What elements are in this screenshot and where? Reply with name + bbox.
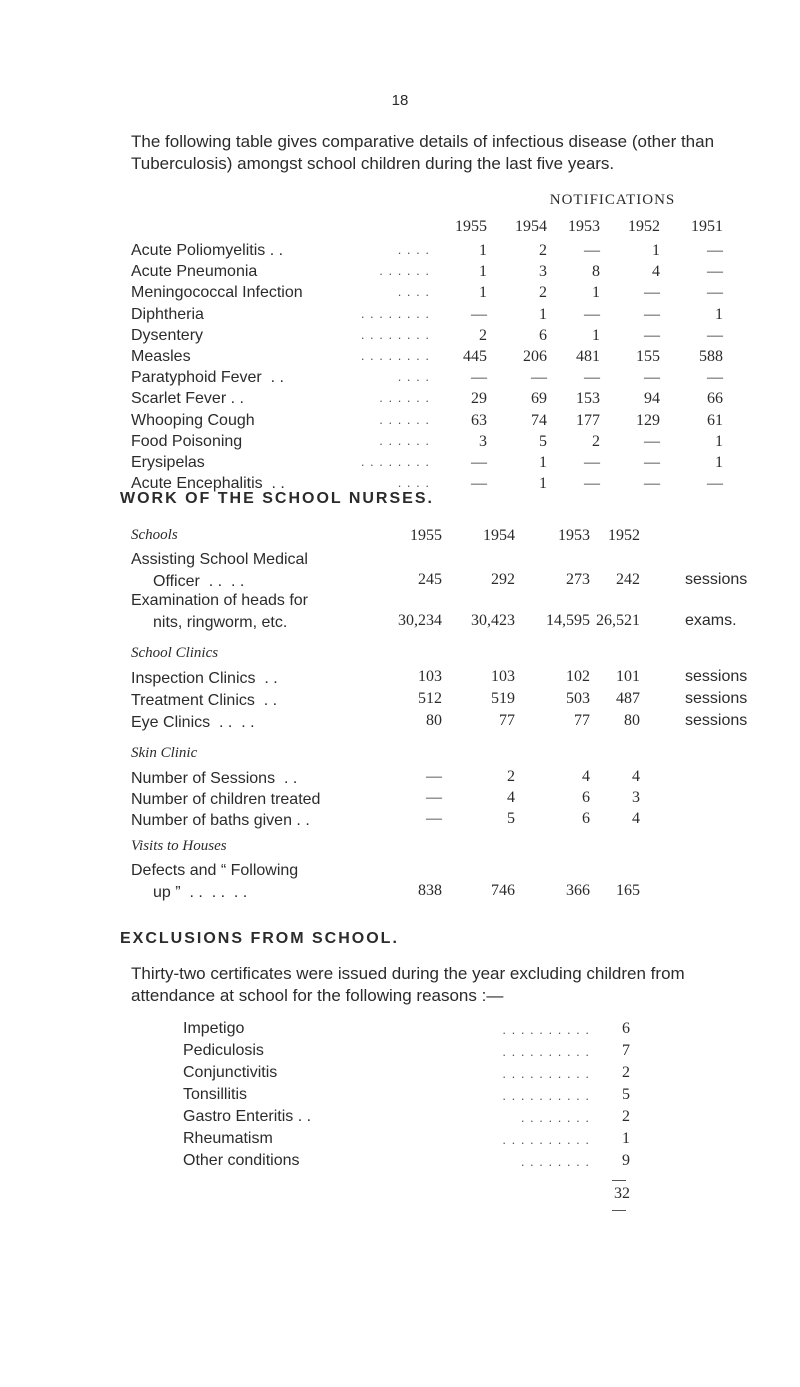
exclusion-count: 6 [622,1020,630,1037]
table-row [0,369,800,391]
nurse-stat-value: 6 [582,810,590,827]
nurse-stat-value: 14,595 [546,612,590,629]
notification-count: 1 [592,284,600,302]
notification-count: — [707,263,723,281]
list-item [0,1020,800,1042]
row-label: Number of Sessions . . [131,770,298,787]
disease-name: Meningococcal Infection [131,284,303,302]
row-label: Eye Clinics . . . . [131,714,255,731]
notification-count: — [471,454,487,471]
exclusion-count: 7 [622,1042,630,1059]
notification-count: 2 [539,284,547,302]
page-number: 18 [391,92,409,109]
notification-count: — [644,305,660,323]
disease-name: Acute Pneumonia [131,263,258,281]
list-item [0,1108,800,1130]
nurse-stat-value: 80 [426,712,442,729]
notification-count: 8 [592,263,600,281]
leader-dots: . . . . . . [379,390,430,406]
row-label: nits, ringworm, etc. [153,614,288,631]
notification-count: 74 [531,411,547,429]
nurse-stat-value: 26,521 [596,612,640,629]
nurse-stat-value: 366 [566,882,590,899]
nurse-stat-value: 2 [507,768,515,785]
leader-dots: . . . . . . . . [360,305,430,321]
exclusion-count: 2 [622,1064,630,1081]
nurse-stat-value: 4 [632,810,640,827]
leader-dots: . . . . . . . . [360,454,430,469]
notification-count: — [644,432,660,450]
notification-count: 2 [592,432,600,450]
list-item [0,1086,800,1108]
nurse-stat-value: 103 [418,668,442,685]
notification-count: — [707,284,723,302]
nurse-stat-value: 273 [566,571,590,588]
nurse-stat-value: 242 [616,571,640,588]
exclusions-paragraph: Thirty-two certificates were issued during the year excluding children from attendance at school for the following reasons :— [131,964,685,1005]
nurse-stat-value: 4 [582,768,590,785]
notification-count: 1 [539,475,547,493]
disease-name: Whooping Cough [131,411,255,429]
table-row [0,284,800,306]
leader-dots: . . . . . . . . . . [502,1132,590,1147]
row-label: Treatment Clinics . . [131,692,278,709]
disease-name: Diphtheria [131,305,204,323]
notification-count: 588 [699,348,723,365]
exclusion-count: 9 [622,1152,630,1169]
notification-count: 155 [636,348,660,365]
notification-count: 1 [715,432,723,450]
notification-count: 61 [707,411,723,429]
leader-dots: . . . . . . . . . . [502,1088,590,1103]
notification-count: — [707,242,723,259]
nurse-stat-value: 77 [499,712,515,729]
leader-dots: . . . . . . . . . . [502,1022,590,1037]
notification-count: — [471,475,487,493]
notification-count: 94 [644,390,660,408]
exclusions-heading: EXCLUSIONS FROM SCHOOL. [120,930,399,947]
disease-name: Scarlet Fever . . [131,390,244,408]
disease-name: Dysentery [131,326,204,344]
exclusion-reason: Gastro Enteritis . . [183,1108,312,1125]
school-clinics-heading: School Clinics [131,645,219,661]
nurse-stat-value: 30,234 [398,612,442,629]
leader-dots: . . . . . . . . [360,348,430,363]
list-item [0,1130,800,1152]
notification-count: 1 [652,242,660,259]
notification-count: — [584,475,600,493]
unit-label: sessions [685,571,748,588]
exclusion-reason: Other conditions [183,1152,300,1169]
notification-count: — [644,475,660,493]
notification-count: — [707,326,723,344]
notification-count: 1 [479,242,487,259]
nurse-stat-value: 102 [566,668,590,685]
year-header: 1952 [608,527,640,544]
year-header: 1954 [483,527,515,544]
table-row [0,433,800,455]
exclusions-total: 32 [614,1185,630,1202]
nurse-stat-value: 80 [624,712,640,729]
notification-count: 63 [471,411,487,429]
notification-count: — [644,326,660,344]
nurse-stat-value: 519 [491,690,515,707]
nurse-stat-value: 746 [491,882,515,899]
year-header: 1952 [628,218,660,235]
exclusion-count: 2 [622,1108,630,1125]
row-label: Examination of heads for [131,592,308,609]
notifications-year-header [0,218,800,238]
year-header: 1953 [568,218,600,235]
nurse-stat-value: 103 [491,668,515,685]
notification-count: 129 [636,411,660,429]
row-label: Inspection Clinics . . [131,670,278,687]
intro-paragraph: The following table gives comparative details of infectious disease (other than Tuberculosis) amongst school children during the last five years. [131,132,715,173]
nurse-stat-value: 245 [418,571,442,588]
leader-dots: . . . . . . . . [360,326,430,342]
notification-count: 1 [592,326,600,344]
school-nurses-heading: WORK OF THE SCHOOL NURSES. [120,490,434,507]
exclusion-count: 1 [622,1130,630,1147]
notification-count: 481 [576,348,600,365]
disease-name: Paratyphoid Fever . . [131,369,284,387]
notification-count: 1 [479,263,487,281]
leader-dots: . . . . [397,242,430,257]
nurse-stat-value: 30,423 [471,612,515,629]
disease-name: Erysipelas [131,454,205,471]
total-rule-bottom [612,1210,626,1211]
schools-column-label: Schools [131,527,178,543]
unit-label: sessions [685,690,748,707]
table-row [0,263,800,285]
notification-count: 69 [531,390,547,408]
notifications-header: NOTIFICATIONS [549,192,676,208]
list-item [0,1042,800,1064]
list-item [0,1064,800,1086]
table-row [0,242,800,264]
nurse-stat-value: 165 [616,882,640,899]
table-row [0,412,800,434]
leader-dots: . . . . . . [379,263,430,279]
unit-label: sessions [685,712,748,729]
nurse-stat-value: — [426,810,442,827]
skin-clinic-heading: Skin Clinic [131,745,198,761]
notification-count: 66 [707,390,723,408]
disease-name: Acute Poliomyelitis . . [131,242,284,259]
nurse-stat-value: 3 [632,789,640,806]
notification-count: — [584,305,600,323]
nurse-stat-value: 101 [616,668,640,685]
exclusion-reason: Tonsillitis [183,1086,248,1103]
notification-count: 2 [539,242,547,259]
year-header: 1954 [515,218,547,235]
nurse-stat-value: 292 [491,571,515,588]
table-row [0,348,800,370]
notification-count: — [584,369,600,387]
unit-label: exams. [685,612,737,629]
row-label: Number of baths given . . [131,812,310,829]
notification-count: 6 [539,326,547,344]
notification-count: — [584,242,600,259]
notification-count: 1 [479,284,487,302]
notification-count: 5 [539,432,547,450]
notification-count: 445 [463,348,487,365]
nurse-stat-value: 838 [418,882,442,899]
notification-count: — [531,369,547,387]
notification-count: 153 [576,390,600,408]
leader-dots: . . . . . . . . [520,1110,590,1125]
row-label: Officer . . . . [153,573,245,590]
exclusion-reason: Pediculosis [183,1042,264,1059]
total-rule-top [612,1180,626,1181]
row-label: Assisting School Medical [131,551,308,568]
row-label: up ” . . . . . . [153,884,248,901]
nurse-stat-value: 503 [566,690,590,707]
leader-dots: . . . . . . . . . . [502,1066,590,1081]
visits-heading: Visits to Houses [131,838,227,854]
nurse-stat-value: 487 [616,690,640,707]
table-row [0,390,800,412]
notification-count: — [471,369,487,387]
year-header: 1953 [558,527,590,544]
nurse-stat-value: — [426,789,442,806]
disease-name: Measles [131,348,191,365]
list-item [0,1152,800,1174]
leader-dots: . . . . [397,284,430,300]
table-row [0,454,800,476]
nurse-stat-value: 512 [418,690,442,707]
notification-count: — [471,305,487,323]
disease-name: Acute Encephalitis . . [131,475,285,493]
table-row [0,327,800,349]
notification-count: 29 [471,390,487,408]
leader-dots: . . . . . . . . . . [502,1044,590,1059]
notification-count: — [707,475,723,493]
row-label: Defects and “ Following [131,862,299,879]
exclusion-reason: Impetigo [183,1020,245,1037]
notification-count: 1 [539,305,547,323]
leader-dots: . . . . [397,475,430,491]
leader-dots: . . . . . . [379,411,430,427]
disease-name: Food Poisoning [131,432,243,450]
notification-count: — [644,454,660,471]
exclusion-reason: Rheumatism [183,1130,273,1147]
notification-count: — [707,369,723,387]
notification-count: — [644,369,660,387]
nurse-stat-value: 4 [507,789,515,806]
leader-dots: . . . . . . . . [520,1154,590,1169]
notification-count: 1 [539,454,547,471]
nurse-stat-value: 6 [582,789,590,806]
leader-dots: . . . . . . [379,432,430,448]
table-row [0,306,800,328]
notification-count: 177 [576,411,600,429]
notification-count: 1 [715,454,723,471]
nurse-stat-value: — [426,768,442,785]
year-header: 1955 [410,527,442,544]
notification-count: 4 [652,263,660,281]
year-header: 1951 [691,218,723,235]
notification-count: 206 [523,348,547,365]
notification-count: 1 [715,305,723,323]
unit-label: sessions [685,668,748,685]
notification-count: — [644,284,660,302]
notification-count: 3 [479,432,487,450]
exclusion-count: 5 [622,1086,630,1103]
nurse-stat-value: 77 [574,712,590,729]
notification-count: 3 [539,263,547,281]
year-header: 1955 [455,218,487,235]
nurse-stat-value: 4 [632,768,640,785]
notification-count: — [584,454,600,471]
row-label: Number of children treated [131,791,321,808]
notification-count: 2 [479,326,487,344]
exclusion-reason: Conjunctivitis [183,1064,278,1081]
nurse-stat-value: 5 [507,810,515,827]
leader-dots: . . . . [397,369,430,385]
